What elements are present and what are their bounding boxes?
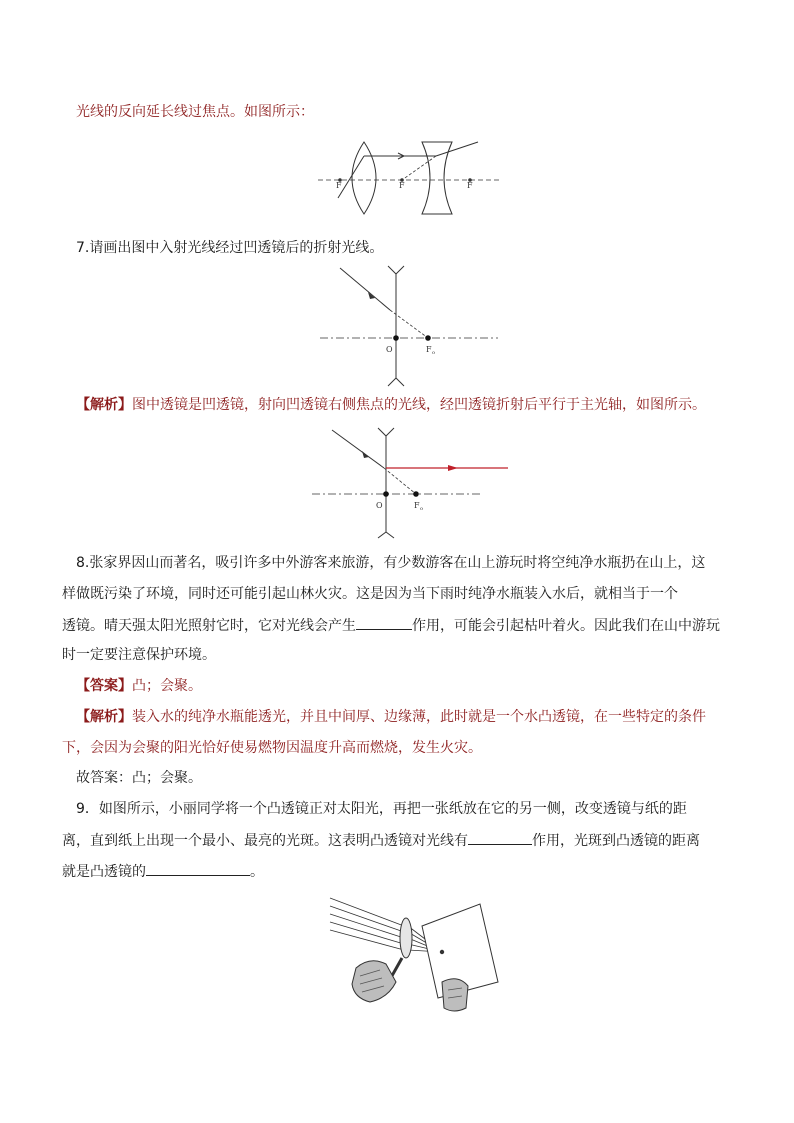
q7-analysis-label: 【解析】 [76,397,132,413]
q9-line3-a: 就是凸透镜的 [62,864,146,880]
fig3-label-o: O [376,501,383,510]
q7-analysis-text: 图中透镜是凹透镜，射向凹透镜右侧焦点的光线，经凹透镜折射后平行于主光轴，如图所示。 [132,397,706,413]
intro-text: 光线的反向延长线过焦点。如图所示： [76,104,314,120]
q7-question: 7.请画出图中入射光线经过凹透镜后的折射光线。 [76,240,384,256]
q9-line2-a: 离，直到纸上出现一个最小、最亮的光斑。这表明凸透镜对光线有 [62,833,468,849]
q8-final-answer: 故答案：凸；会聚。 [76,770,202,786]
q8-line1: 8.张家界因山而著名，吸引许多中外游客来旅游，有少数游客在山上游玩时将空纯净水瓶扔在山上，这 [76,555,706,571]
q8-line3 [62,615,720,636]
fig1-label-f1: F [336,181,342,190]
fig2-label-o: O [386,345,393,354]
q8-answer [76,676,202,696]
q9-line3 [62,861,264,882]
q8-line3-a: 透镜。晴天强太阳光照射它时，它对光线会产生 [62,618,356,634]
q8-line3-b: 作用，可能会引起枯叶着火。因此我们在山中游玩 [412,618,720,634]
q9-line3-b: 。 [250,864,264,880]
fig3-label-f: F [414,501,420,510]
figure-q7-answer [312,424,512,538]
fig1-label-f3: F [467,181,473,190]
q8-analysis-line2: 下，会因为会聚的阳光恰好使易燃物因温度升高而燃烧，发生火灾。 [62,740,482,756]
q8-line4: 时一定要注意保护环境。 [62,647,216,663]
q8-answer-label: 【答案】 [76,678,132,694]
q9-blank-2[interactable] [146,861,250,876]
q7-analysis [76,395,706,415]
q9-line2 [62,830,700,851]
q9-blank-1[interactable] [468,830,532,845]
fig2-label-f-sub: o [432,350,436,356]
fig3-label-f-sub: o [420,506,424,512]
q8-analysis-line1: 装入水的纯净水瓶能透光，并且中间厚、边缘薄，此时就是一个水凸透镜，在一些特定的条件 [132,709,706,725]
q8-analysis [76,707,706,727]
figure-q7-problem [320,262,500,386]
q8-answer-text: 凸；会聚。 [132,678,202,694]
q8-line2: 样做既污染了环境，同时还可能引起山林火灾。这是因为当下雨时纯净水瓶装入水后，就相当于一个 [62,586,678,602]
q8-analysis-label: 【解析】 [76,709,132,725]
q8-blank[interactable] [356,615,412,630]
fig1-label-f2: F [399,181,405,190]
figure-q9-lens-paper [330,890,500,1015]
q9-line1: 9．如图所示，小丽同学将一个凸透镜正对太阳光，再把一张纸放在它的另一侧，改变透镜与纸的距 [76,801,687,817]
q9-line2-b: 作用，光斑到凸透镜的距离 [532,833,700,849]
fig2-label-f: F [426,345,432,354]
figure-convex-concave-lenses [318,136,508,220]
